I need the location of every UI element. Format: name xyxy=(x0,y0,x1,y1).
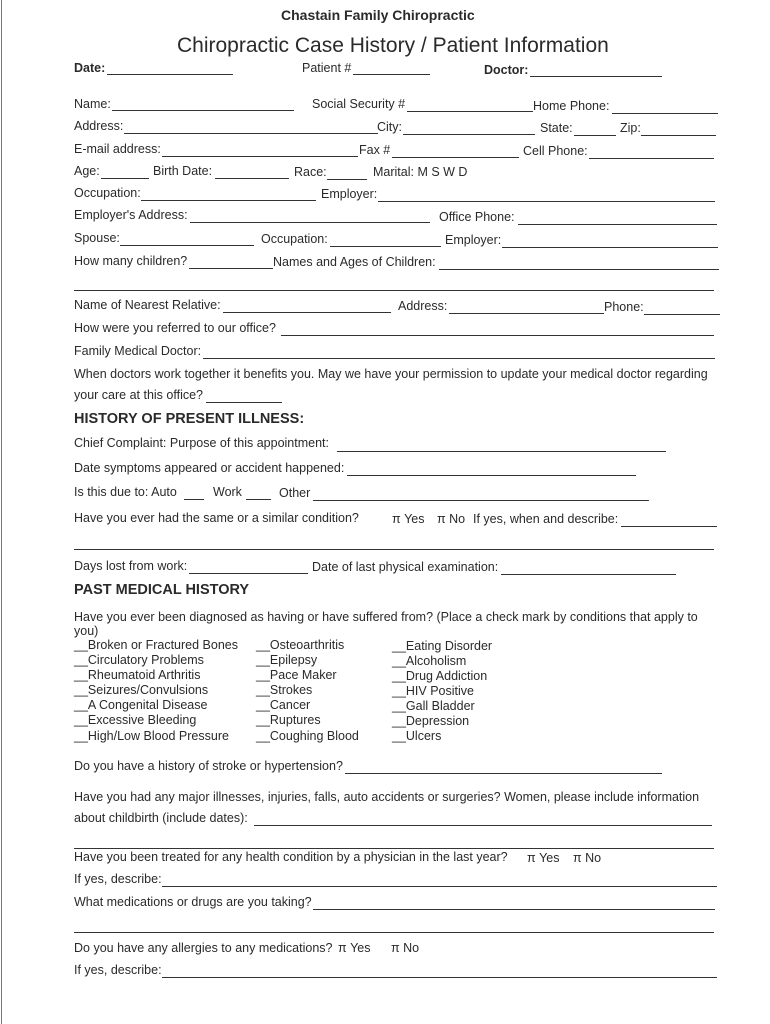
condition-item[interactable]: __Pace Maker xyxy=(256,668,337,682)
date-label: Date: xyxy=(74,61,106,75)
condition-item[interactable]: __Depression xyxy=(392,714,470,728)
treated-describe-field[interactable] xyxy=(162,886,717,887)
children-names-field[interactable] xyxy=(439,269,719,270)
fax-field[interactable] xyxy=(392,157,519,158)
state-field[interactable] xyxy=(574,135,616,136)
occupation-label: Occupation: xyxy=(74,186,141,200)
nearest-relative-field[interactable] xyxy=(223,312,391,313)
condition-item[interactable]: __A Congenital Disease xyxy=(74,698,208,712)
zip-field[interactable] xyxy=(641,135,716,136)
allergies-label: Do you have any allergies to any medications? xyxy=(74,941,333,955)
state-label: State: xyxy=(540,121,573,135)
treated-yes[interactable]: π Yes xyxy=(527,851,560,865)
employer-address-label: Employer's Address: xyxy=(74,208,188,222)
condition-item[interactable]: __Cancer xyxy=(256,698,311,712)
birth-date-label: Birth Date: xyxy=(153,164,213,178)
illnesses-field[interactable] xyxy=(254,825,712,826)
condition-item[interactable]: __Coughing Blood xyxy=(256,729,359,743)
office-phone-field[interactable] xyxy=(518,224,717,225)
chief-complaint-field[interactable] xyxy=(337,451,666,452)
allergies-no[interactable]: π No xyxy=(391,941,420,955)
last-exam-label: Date of last physical examination: xyxy=(312,560,499,574)
date-field[interactable] xyxy=(107,74,233,75)
permission-text-line-1: When doctors work together it benefits you. May we have your permission to update your medical doctor regarding xyxy=(74,367,708,381)
children-count-label: How many children? xyxy=(74,254,188,268)
last-exam-field[interactable] xyxy=(501,574,676,575)
family-doctor-label: Family Medical Doctor: xyxy=(74,344,202,358)
allergies-describe-field[interactable] xyxy=(162,977,717,978)
race-field[interactable] xyxy=(327,179,367,180)
family-doctor-field[interactable] xyxy=(203,358,715,359)
relative-address-label: Address: xyxy=(398,299,448,313)
illnesses-question-line-1: Have you had any major illnesses, injuries, falls, auto accidents or surgeries? Women, please include information xyxy=(74,790,700,804)
occupation-field[interactable] xyxy=(141,200,316,201)
spouse-employer-label: Employer: xyxy=(445,233,502,247)
allergies-if-yes-label: If yes, describe: xyxy=(74,963,162,977)
referred-label: How were you referred to our office? xyxy=(74,321,276,335)
date-symptoms-label: Date symptoms appeared or accident happened: xyxy=(74,461,345,475)
children-names-field-line-2[interactable] xyxy=(74,290,714,291)
medications-field[interactable] xyxy=(313,909,715,910)
similar-if-yes-label: If yes, when and describe: xyxy=(473,512,619,526)
employer-label: Employer: xyxy=(321,187,378,201)
chief-complaint-label: Chief Complaint: Purpose of this appointment: xyxy=(74,436,329,450)
condition-item[interactable]: __Broken or Fractured Bones xyxy=(74,638,238,652)
email-field[interactable] xyxy=(162,156,358,157)
cell-phone-field[interactable] xyxy=(589,158,714,159)
fax-label: Fax # xyxy=(359,143,391,157)
patient-number-field[interactable] xyxy=(353,74,430,75)
stroke-field[interactable] xyxy=(345,773,662,774)
age-field[interactable] xyxy=(101,178,149,179)
spouse-field[interactable] xyxy=(120,245,254,246)
form-title: Chiropractic Case History / Patient Information xyxy=(177,34,609,57)
date-symptoms-field[interactable] xyxy=(347,475,636,476)
patient-number-label: Patient # xyxy=(302,61,352,75)
spouse-occupation-field[interactable] xyxy=(330,246,441,247)
condition-item[interactable]: __Circulatory Problems xyxy=(74,653,204,667)
similar-condition-label: Have you ever had the same or a similar condition? xyxy=(74,511,359,525)
children-count-field[interactable] xyxy=(189,268,273,269)
condition-item[interactable]: __Excessive Bleeding xyxy=(74,713,197,727)
city-field[interactable] xyxy=(403,134,535,135)
doctor-field[interactable] xyxy=(530,76,662,77)
condition-item[interactable]: __Gall Bladder xyxy=(392,699,475,713)
stroke-label: Do you have a history of stroke or hypertension? xyxy=(74,759,343,773)
present-illness-heading: HISTORY OF PRESENT ILLNESS: xyxy=(74,411,305,427)
office-phone-label: Office Phone: xyxy=(439,210,515,224)
illnesses-question-line-2: about childbirth (include dates): xyxy=(74,811,248,825)
condition-item[interactable]: __Drug Addiction xyxy=(392,669,488,683)
treated-label: Have you been treated for any health condition by a physician in the last year? xyxy=(74,850,508,864)
birth-date-field[interactable] xyxy=(215,178,289,179)
email-label: E-mail address: xyxy=(74,142,161,156)
race-label: Race: xyxy=(294,165,327,179)
marital-status[interactable]: Marital: M S W D xyxy=(373,165,468,179)
condition-item[interactable]: __Seizures/Convulsions xyxy=(74,683,209,697)
due-to-auto-label: Is this due to: Auto xyxy=(74,485,177,499)
spouse-label: Spouse: xyxy=(74,231,120,245)
similar-condition-yes[interactable]: π Yes xyxy=(392,512,425,526)
similar-describe-field[interactable] xyxy=(621,526,717,527)
allergies-yes[interactable]: π Yes xyxy=(338,941,371,955)
employer-field[interactable] xyxy=(378,201,715,202)
referred-field[interactable] xyxy=(281,335,714,336)
past-history-heading: PAST MEDICAL HISTORY xyxy=(74,582,250,598)
condition-item[interactable]: __Rheumatoid Arthritis xyxy=(74,668,201,682)
treated-no[interactable]: π No xyxy=(573,851,602,865)
employer-address-field[interactable] xyxy=(190,222,430,223)
name-label: Name: xyxy=(74,97,111,111)
relative-address-field[interactable] xyxy=(449,313,604,314)
condition-item[interactable]: __Ulcers xyxy=(392,729,442,743)
due-to-other-field[interactable] xyxy=(313,500,649,501)
due-to-work-field[interactable] xyxy=(246,499,271,500)
condition-item[interactable]: __High/Low Blood Pressure xyxy=(74,729,229,743)
doctor-label: Doctor: xyxy=(484,63,529,77)
zip-label: Zip: xyxy=(620,121,641,135)
condition-item[interactable]: __Eating Disorder xyxy=(392,639,493,653)
condition-item[interactable]: __Osteoarthritis xyxy=(256,638,345,652)
children-names-label: Names and Ages of Children: xyxy=(273,255,436,269)
similar-describe-field-line-2[interactable] xyxy=(74,549,714,550)
condition-item[interactable]: __Alcoholism xyxy=(392,654,467,668)
age-label: Age: xyxy=(74,164,100,178)
similar-condition-no[interactable]: π No xyxy=(437,512,466,526)
medications-field-line-2[interactable] xyxy=(74,932,714,933)
permission-text-line-2: your care at this office? xyxy=(74,388,204,402)
medications-label: What medications or drugs are you taking? xyxy=(74,895,312,909)
ssn-label: Social Security # xyxy=(312,97,406,111)
due-to-work-label: Work xyxy=(213,485,242,499)
treated-if-yes-label: If yes, describe: xyxy=(74,872,162,886)
condition-item[interactable]: __Ruptures xyxy=(256,713,321,727)
relative-phone-label: Phone: xyxy=(604,300,644,314)
spouse-occupation-label: Occupation: xyxy=(261,232,328,246)
illnesses-field-line-2[interactable] xyxy=(74,848,714,849)
diagnosed-question-line-2: you) xyxy=(74,624,99,638)
home-phone-label: Home Phone: xyxy=(533,99,610,113)
address-label: Address: xyxy=(74,119,124,133)
spouse-employer-field[interactable] xyxy=(502,247,718,248)
address-field[interactable] xyxy=(124,133,378,134)
cell-phone-label: Cell Phone: xyxy=(523,144,588,158)
home-phone-field[interactable] xyxy=(612,113,718,114)
city-label: City: xyxy=(377,120,402,134)
days-lost-label: Days lost from work: xyxy=(74,559,188,573)
due-to-auto-field[interactable] xyxy=(184,499,204,500)
name-field[interactable] xyxy=(112,110,294,111)
relative-phone-field[interactable] xyxy=(644,314,720,315)
clinic-name: Chastain Family Chiropractic xyxy=(281,7,475,23)
condition-item[interactable]: __HIV Positive xyxy=(392,684,474,698)
condition-item[interactable]: __Epilepsy xyxy=(256,653,318,667)
diagnosed-question-line-1: Have you ever been diagnosed as having or have suffered from? (Place a check mark by conditions that apply to xyxy=(74,610,698,624)
permission-field[interactable] xyxy=(206,402,282,403)
nearest-relative-label: Name of Nearest Relative: xyxy=(74,298,221,312)
scan-edge xyxy=(1,0,2,1024)
condition-item[interactable]: __Strokes xyxy=(256,683,313,697)
ssn-field[interactable] xyxy=(407,111,533,112)
days-lost-field[interactable] xyxy=(189,573,308,574)
due-to-other-label: Other xyxy=(279,486,311,500)
